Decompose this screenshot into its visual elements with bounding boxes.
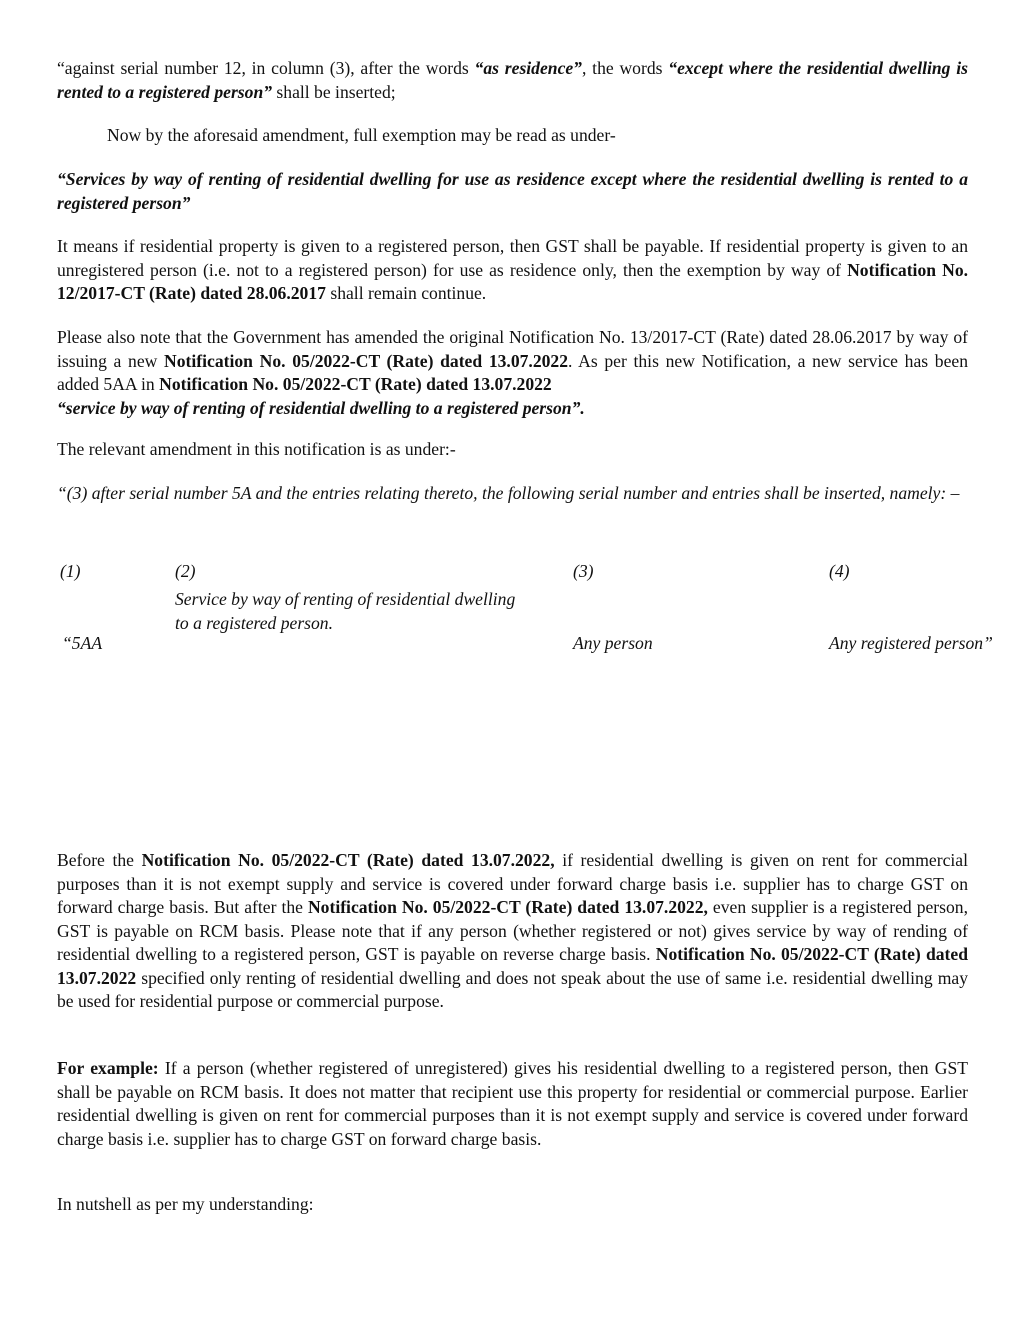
quoted-phrase-except-registered: “except where the residential dwelling is rented to a registered person” <box>57 58 968 102</box>
quoted-phrase-as-residence: “as residence” <box>474 58 582 78</box>
column-header-2: (2) <box>175 561 196 581</box>
text: shall remain continue. <box>325 283 487 303</box>
paragraph-before-notification <box>57 849 968 1014</box>
table-cell-service-line2: to a registered person. <box>175 613 333 633</box>
paragraph-example <box>57 1057 968 1151</box>
quoted-service-description: “service by way of renting of residential dwelling to a registered person”. <box>57 397 585 418</box>
text: , the words <box>581 58 669 78</box>
notification-reference: Notification No. 12/2017-CT (Rate) dated 28.06.2017 <box>57 259 969 303</box>
text: “against serial number 12, in column (3), after the words <box>57 58 475 78</box>
text: Before the <box>57 850 142 870</box>
text: If a person (whether registered of unregistered) gives his residential dwelling to a registered person, then GST shall be payable on RCM basis. It does not matter that recipient use this property for residential or commercial purpose. Earlier residential dwelling is given on rent for commercial purposes than it is not exempt supply and service is covered under forward charge basis i.e. supplier has to charge GST on forward charge basis. <box>57 1058 968 1149</box>
paragraph-nutshell: In nutshell as per my understanding: <box>57 1194 314 1214</box>
paragraph-exemption-intro: Now by the aforesaid amendment, full exemption may be read as under- <box>107 125 616 145</box>
table-cell-service-line1: Service by way of renting of residential dwelling <box>175 589 516 609</box>
notification-reference: Notification No. 05/2022-CT (Rate) dated 13.07.2022 <box>159 374 552 394</box>
table-cell-supplier: Any person <box>573 633 653 653</box>
paragraph-new-notification <box>57 326 968 420</box>
text: if residential dwelling is given on rent for commercial purposes than it is not exempt supply and service is covered under forward charge basis i.e. supplier has to charge GST on forward charge basis. But after the <box>57 850 968 917</box>
paragraph-exemption-quote: “Services by way of renting of residential dwelling for use as residence except where the residential dwelling is rented to a registered person” <box>57 169 968 213</box>
example-label: For example: <box>57 1058 159 1078</box>
text: . As per this new Notification, a new service has been added 5AA in <box>57 350 968 394</box>
table-cell-serial: “5AA <box>62 633 103 653</box>
notification-reference: Notification No. 05/2022-CT (Rate) dated 13.07.2022, <box>141 850 555 870</box>
notification-reference: Notification No. 05/2022-CT (Rate) dated 13.07.2022, <box>307 897 708 917</box>
paragraph-meaning <box>57 235 968 306</box>
column-header-4: (4) <box>829 561 850 581</box>
paragraph-insertion-clause: “(3) after serial number 5A and the entries relating thereto, the following serial number and entries shall be inserted, namely: – <box>57 483 960 503</box>
column-header-3: (3) <box>573 561 594 581</box>
amendment-table <box>60 560 1024 660</box>
text: It means if residential property is given to a registered person, then GST shall be payable. If residential property is given to an unregistered person (i.e. not to a registered person) for use as residence only, then the exemption by way of <box>57 236 968 280</box>
text: specified only renting of residential dwelling and does not speak about the use of same i.e. residential dwelling may be used for residential purpose or commercial purpose. <box>57 967 968 1011</box>
text: even supplier is a registered person, GST is payable on RCM basis. Please note that if any person (whether registered or not) gives service by way of rending of residential dwelling to a registered person, GST is payable on reverse charge basis. <box>57 897 968 964</box>
column-header-1: (1) <box>60 561 81 581</box>
table-cell-recipient: Any registered person” <box>829 633 993 653</box>
text: shall be inserted; <box>272 81 396 102</box>
notification-reference: Notification No. 05/2022-CT (Rate) dated 13.07.2022 <box>57 944 969 988</box>
paragraph-relevant-amendment: The relevant amendment in this notification is as under:- <box>57 439 456 459</box>
notification-reference: Notification No. 05/2022-CT (Rate) dated 13.07.2022 <box>164 350 569 371</box>
paragraph-amendment-serial-12 <box>57 57 968 104</box>
text: Please also note that the Government has amended the original Notification No. 13/2017-CT (Rate) dated 28.06.2017 by way of issuing a new <box>57 327 968 371</box>
